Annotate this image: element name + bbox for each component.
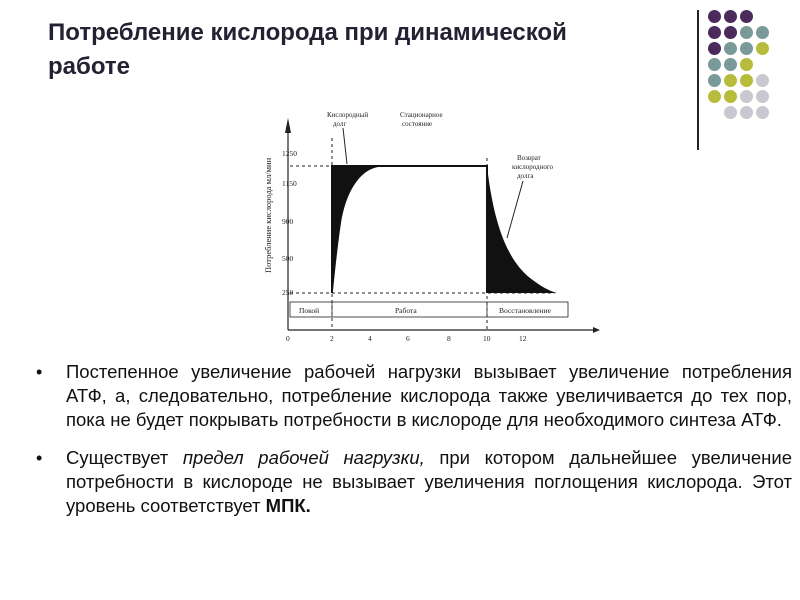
label-debt-repayment-2: кислородного bbox=[512, 163, 554, 171]
pointer-debt-repayment bbox=[507, 181, 523, 238]
bullet-list bbox=[36, 360, 792, 532]
bullet-marker: • bbox=[36, 362, 43, 382]
slide-title-line2: работе bbox=[48, 53, 130, 80]
bullet-item bbox=[36, 360, 792, 432]
y-tick-label: 250 bbox=[282, 288, 294, 297]
x-ticks bbox=[286, 334, 527, 343]
decor-dot bbox=[724, 106, 737, 119]
bullet-item bbox=[36, 446, 792, 518]
label-oxygen-debt: Кислородный bbox=[327, 111, 369, 119]
decor-dot bbox=[724, 42, 737, 55]
y-axis-label: Потребление кислорода мл/мин bbox=[263, 157, 273, 273]
y-tick-label: 1150 bbox=[282, 179, 297, 188]
label-debt-repayment-3: долга bbox=[517, 172, 534, 180]
decor-dot bbox=[708, 58, 721, 71]
decor-dot bbox=[740, 74, 753, 87]
x-tick-label: 10 bbox=[483, 334, 491, 343]
decor-dot bbox=[708, 74, 721, 87]
oxygen-requirement-line bbox=[332, 166, 487, 293]
decor-dot bbox=[724, 58, 737, 71]
phase-recovery-label: Восстановление bbox=[499, 306, 551, 315]
y-axis-arrow bbox=[285, 118, 291, 133]
x-tick-label: 8 bbox=[447, 334, 451, 343]
phase-work-label: Работа bbox=[395, 306, 417, 315]
slide-title-line1: Потребление кислорода при динамической bbox=[48, 19, 567, 46]
label-debt-repayment: Возврат bbox=[517, 154, 541, 162]
decor-dot bbox=[756, 90, 769, 103]
bullet-text: Постепенное увеличение рабочей нагрузки вызывает увеличение потребления АТФ, а, следовательно, потребление кислорода также увеличивается до тех пор, пока не будет покрывать потребности в кислороде для необходимого синтеза АТФ. bbox=[66, 361, 792, 430]
x-tick-label: 12 bbox=[519, 334, 527, 343]
slide-title bbox=[48, 16, 668, 84]
decor-dot bbox=[724, 10, 737, 23]
decor-dot bbox=[724, 26, 737, 39]
y-tick-label: 1250 bbox=[282, 149, 297, 158]
decor-dot bbox=[740, 10, 753, 23]
label-oxygen-debt-2: долг bbox=[333, 120, 347, 128]
label-steady-state: Стационарное bbox=[400, 111, 443, 119]
x-tick-label: 0 bbox=[286, 334, 290, 343]
decor-dot bbox=[756, 74, 769, 87]
bullet-marker: • bbox=[36, 448, 43, 468]
y-tick-label: 900 bbox=[282, 217, 294, 226]
bullet-text-pre: Существует bbox=[66, 447, 183, 468]
phase-rest-label: Покой bbox=[299, 306, 320, 315]
decor-dot bbox=[740, 106, 753, 119]
decor-vertical-line bbox=[697, 10, 699, 150]
y-tick-label: 500 bbox=[282, 254, 294, 263]
decor-dot bbox=[740, 26, 753, 39]
y-ticks bbox=[282, 149, 297, 297]
decor-dot bbox=[740, 58, 753, 71]
decor-dot bbox=[740, 42, 753, 55]
x-axis-arrow bbox=[593, 327, 600, 333]
pointer-oxygen-debt bbox=[343, 128, 347, 164]
decor-dot bbox=[724, 90, 737, 103]
label-steady-state-2: состояние bbox=[402, 120, 433, 128]
decor-dot bbox=[724, 74, 737, 87]
x-tick-label: 6 bbox=[406, 334, 410, 343]
decor-dot bbox=[740, 90, 753, 103]
decor-dot bbox=[756, 26, 769, 39]
x-tick-label: 4 bbox=[368, 334, 372, 343]
decor-dot bbox=[708, 26, 721, 39]
bullet-text-mid: при котором дальнейшее увеличение потребности в кислороде не вызывает увеличения поглощения кислорода. Этот уровень соответствует bbox=[66, 447, 793, 516]
decor-dot bbox=[708, 42, 721, 55]
decor-dot bbox=[756, 42, 769, 55]
x-tick-label: 2 bbox=[330, 334, 334, 343]
bullet-text-emphasis: предел рабочей нагрузки, bbox=[182, 447, 425, 468]
bullet-text-strong: МПК. bbox=[265, 495, 311, 516]
decor-dot bbox=[708, 90, 721, 103]
decor-dot bbox=[708, 10, 721, 23]
decor-dot bbox=[756, 106, 769, 119]
oxygen-consumption-figure bbox=[255, 108, 600, 348]
